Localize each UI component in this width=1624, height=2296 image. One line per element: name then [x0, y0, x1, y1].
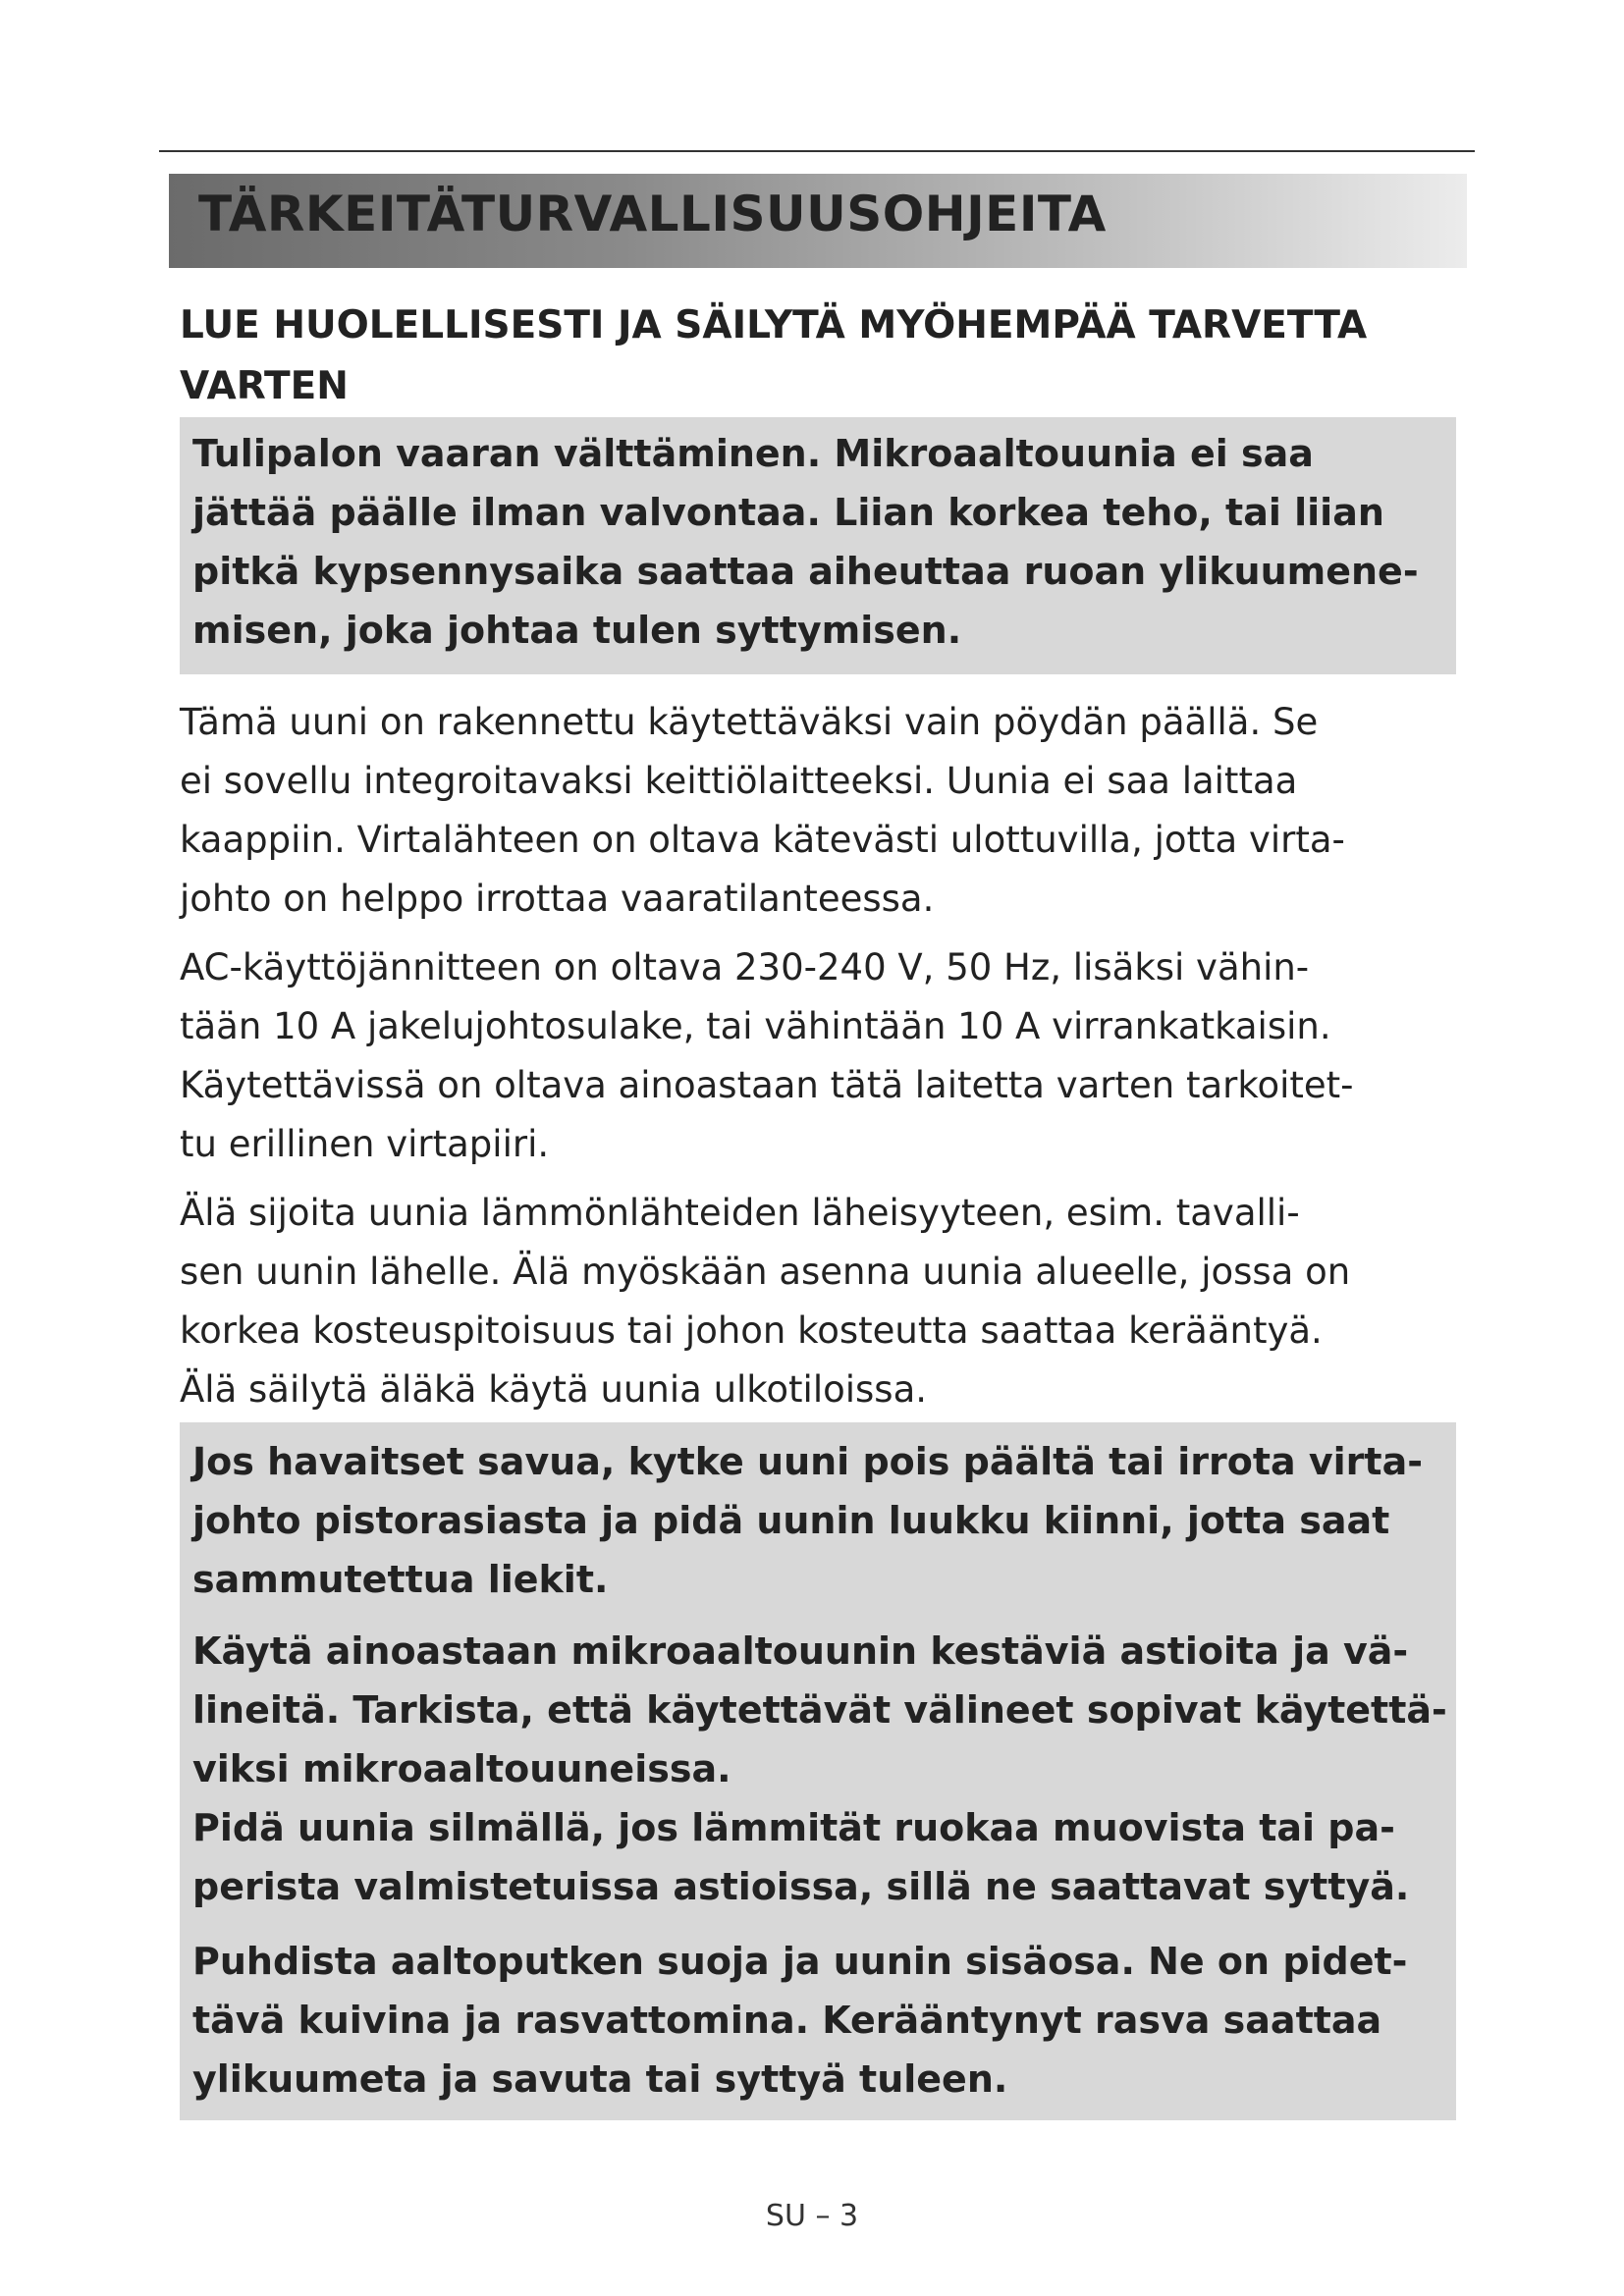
warning-line: sammutettua liekit. — [192, 1558, 609, 1601]
top-divider — [159, 150, 1475, 152]
cleaning-warning-text — [192, 1932, 1459, 2109]
section-title-banner — [169, 174, 1467, 268]
warning-line: johto pistorasiasta ja pidä uunin luukku kiinni, jotta saat — [192, 1499, 1390, 1542]
power-supply-paragraph — [180, 938, 1466, 1174]
warning-line: ylikuumeta ja savuta tai syttyä tuleen. — [192, 2057, 1008, 2101]
warning-line: Jos havaitset savua, kytke uuni pois päältä tai irrota virta- — [192, 1440, 1423, 1483]
warning-line: tävä kuivina ja rasvattomina. Kerääntynyt rasva saattaa — [192, 1999, 1382, 2042]
fire-warning-text — [192, 424, 1459, 660]
paragraph-line: tu erillinen virtapiiri. — [180, 1123, 550, 1165]
paragraph-line: johto on helppo irrottaa vaaratilanteessa. — [180, 878, 935, 920]
warning-line: Tulipalon vaaran välttäminen. Mikroaaltouunia ei saa — [192, 432, 1314, 475]
warning-line: Puhdista aaltoputken suoja ja uunin sisäosa. Ne on pidet- — [192, 1940, 1408, 1983]
cookware-warning-text — [192, 1622, 1459, 1916]
paragraph-line: tään 10 A jakelujohtosulake, tai vähintään 10 A virrankatkaisin. — [180, 1005, 1331, 1047]
subtitle-line: LUE HUOLELLISESTI JA SÄILYTÄ MYÖHEMPÄÄ TARVETTA — [180, 303, 1368, 347]
warning-line: lineitä. Tarkista, että käytettävät välineet sopivat käytettä- — [192, 1688, 1447, 1732]
section-subtitle — [180, 295, 1466, 417]
warning-line: perista valmistetuissa astioissa, sillä ne saattavat syttyä. — [192, 1865, 1410, 1908]
warning-line: jättää päälle ilman valvontaa. Liian korkea teho, tai liian — [192, 491, 1384, 534]
paragraph-line: Käytettävissä on oltava ainoastaan tätä laitetta varten tarkoitet- — [180, 1064, 1354, 1106]
subtitle-line: VARTEN — [180, 364, 349, 408]
paragraph-line: korkea kosteuspitoisuus tai johon kosteutta saattaa kerääntyä. — [180, 1309, 1323, 1352]
placement-paragraph — [180, 693, 1466, 929]
paragraph-line: kaappiin. Virtalähteen on oltava kätevästi ulottuvilla, jotta virta- — [180, 819, 1345, 861]
warning-line: viksi mikroaaltouuneissa. — [192, 1747, 731, 1790]
paragraph-line: Tämä uuni on rakennettu käytettäväksi vain pöydän päällä. Se — [180, 701, 1319, 743]
warning-line: Käytä ainoastaan mikroaaltouunin kestäviä astioita ja vä- — [192, 1629, 1409, 1673]
paragraph-line: AC-käyttöjännitteen on oltava 230-240 V, 50 Hz, lisäksi vähin- — [180, 946, 1310, 988]
page-title: TÄRKEITÄTURVALLISUUSOHJEITA — [198, 186, 1107, 242]
location-paragraph — [180, 1184, 1466, 1419]
paragraph-line: ei sovellu integroitavaksi keittiölaitteeksi. Uunia ei saa laittaa — [180, 760, 1298, 802]
warning-line: Pidä uunia silmällä, jos lämmität ruokaa muovista tai pa- — [192, 1806, 1395, 1849]
paragraph-line: Älä säilytä äläkä käytä uunia ulkotiloissa. — [180, 1368, 928, 1411]
paragraph-line: Älä sijoita uunia lämmönlähteiden läheisyyteen, esim. tavalli- — [180, 1192, 1300, 1234]
smoke-warning-text — [192, 1432, 1459, 1609]
page-number: SU – 3 — [765, 2199, 859, 2233]
warning-line: misen, joka johtaa tulen syttymisen. — [192, 609, 962, 652]
paragraph-line: sen uunin lähelle. Älä myöskään asenna uunia alueelle, jossa on — [180, 1251, 1351, 1293]
warning-line: pitkä kypsennysaika saattaa aiheuttaa ruoan ylikuumene- — [192, 550, 1419, 593]
